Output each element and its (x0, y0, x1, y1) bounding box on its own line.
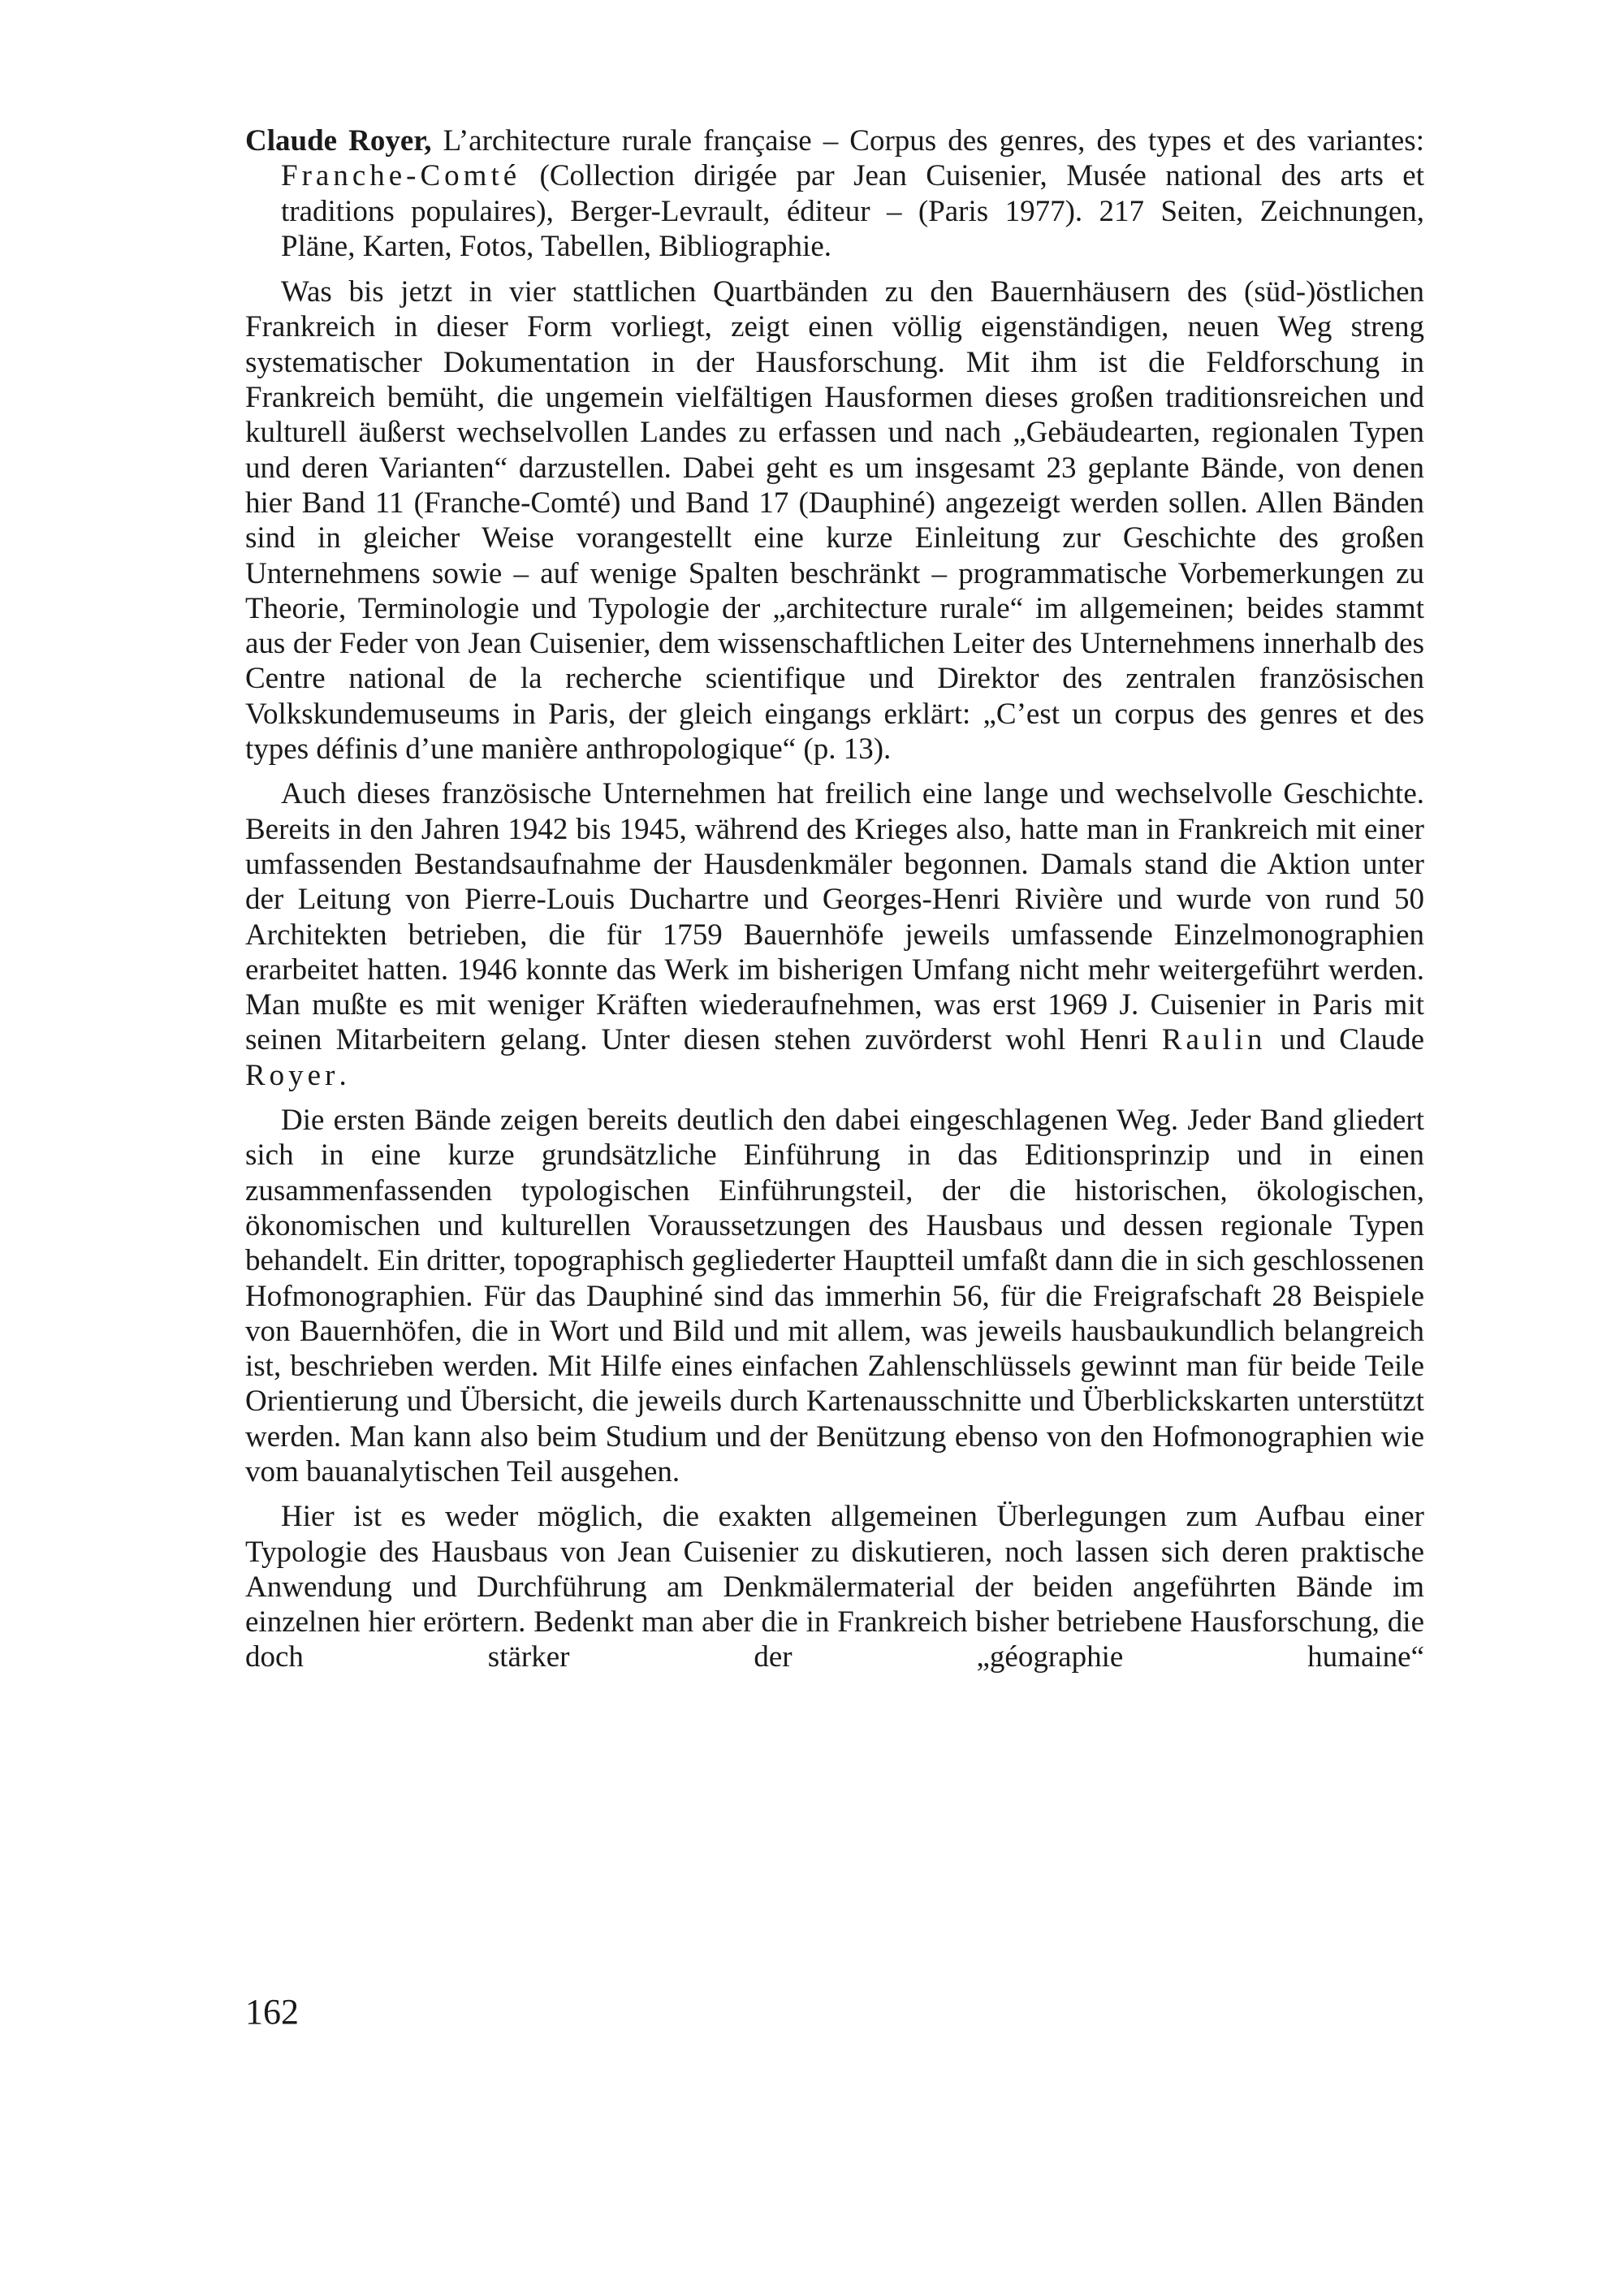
paragraph-2-text-after: . (339, 1058, 347, 1092)
paragraph-3: Die ersten Bände zeigen bereits deutlich den dabei eingeschlagenen Weg. Jeder Band gliedert sich in eine kurze grundsätzliche Einführung in das Editionsprinzip und in einen zusammenfassenden typologischen Einführungsteil, der die historischen, ökologischen, ökonomischen und kulturellen Voraussetzungen des Hausbaus und dessen regionale Typen behandelt. Ein dritter, topographisch gegliederter Hauptteil umfaßt dann die in sich geschlossenen Hofmonographien. Für das Dauphiné sind das immerhin 56, für die Freigrafschaft 28 Beispiele von Bauernhöfen, die in Wort und Bild und mit allem, was jeweils hausbaukundlich belangreich ist, beschrieben werden. Mit Hilfe eines einfachen Zahlenschlüssels gewinnt man für beide Teile Orientierung und Übersicht, die jeweils durch Kartenausschnitte und Überblickskarten unterstützt werden. Man kann also beim Studium und der Benützung ebenso von den Hofmonographien wie vom bauanalytischen Teil ausgehen. (245, 1104, 1424, 1488)
bibliographic-citation (245, 123, 1424, 264)
paragraph-2-text-middle: und Claude (1266, 1023, 1424, 1057)
citation-title-part1: L’architecture rurale française – Corpus des genres, des types et des variantes: (431, 124, 1424, 158)
person-name-raulin: Raulin (1161, 1023, 1267, 1057)
page-body (245, 123, 1424, 1685)
person-name-royer: Royer (245, 1058, 339, 1092)
citation-author: Claude Royer, (245, 124, 432, 158)
paragraph-2 (245, 776, 1424, 1093)
paragraph-1: Was bis jetzt in vier stattlichen Quartbänden zu den Bauernhäusern des (süd-)östlichen Frankreich in dieser Form vorliegt, zeigt einen völlig eigenständigen, neuen Weg streng systematischer Dokumentation in der Hausforschung. Mit ihm ist die Feldforschung in Frankreich bemüht, die ungemein vielfältigen Hausformen dieses großen traditionsreichen und kulturell äußerst wechselvollen Landes zu erfassen und nach „Gebäudearten, regionalen Typen und deren Varianten“ darzustellen. Dabei geht es um insgesamt 23 geplante Bände, von denen hier Band 11 (Franche-Comté) und Band 17 (Dauphiné) angezeigt werden sollen. Allen Bänden sind in gleicher Weise vorangestellt eine kurze Einleitung zur Geschichte des großen Unternehmens sowie – auf wenige Spalten beschränkt – programmatische Vorbemerkungen zu Theorie, Terminologie und Typologie der „architecture rurale“ im allgemeinen; beides stammt aus der Feder von Jean Cuisenier, dem wissenschaftlichen Leiter des Unternehmens innerhalb des Centre national de la recherche scientifique und Direktor des zentralen französischen Volkskundemuseums in Paris, der gleich eingangs erklärt: „C’est un corpus des genres et des types définis d’une manière anthropologique“ (p. 13). (245, 275, 1424, 767)
page-number: 162 (245, 1992, 299, 2032)
paragraph-4: Hier ist es weder möglich, die exakten allgemeinen Überlegungen zum Aufbau einer Typologie des Hausbaus von Jean Cuisenier zu diskutieren, noch lassen sich deren praktische Anwendung und Durchführung am Denkmälermaterial der beiden angeführten Bände im einzelnen hier erörtern. Bedenkt man aber die in Frankreich bisher betriebene Hausforschung, die doch stärker der „géographie humaine“ (245, 1500, 1424, 1674)
citation-region: Franche-Comté (281, 159, 521, 193)
paragraph-2-text-before: Auch dieses französische Unternehmen hat freilich eine lange und wechselvolle Geschichte. Bereits in den Jahren 1942 bis 1945, während des Krieges also, hatte man in Frankreich mit einer umfassenden Bestandsaufnahme der Hausdenkmäler begonnen. Damals stand die Aktion unter der Leitung von Pierre-Louis Duchartre und Georges-Henri Rivière und wurde von rund 50 Architekten betrieben, die für 1759 Bauernhöfe jeweils umfassende Einzelmonographien erarbeitet hatten. 1946 konnte das Werk im bisherigen Umfang nicht mehr weitergeführt werden. Man mußte es mit weniger Kräften wiederaufnehmen, was erst 1969 J. Cuisenier in Paris mit seinen Mitarbeitern gelang. Unter diesen stehen zuvörderst wohl Henri (245, 777, 1424, 1057)
citation-title-part2: (Collection dirigée par Jean Cuisenier, Musée national des arts et traditions populaires), Berger-Levrault, éditeur – (Paris 1977). 217 Seiten, Zeichnungen, Pläne, Karten, Fotos, Tabellen, Bibliographie. (281, 159, 1424, 263)
